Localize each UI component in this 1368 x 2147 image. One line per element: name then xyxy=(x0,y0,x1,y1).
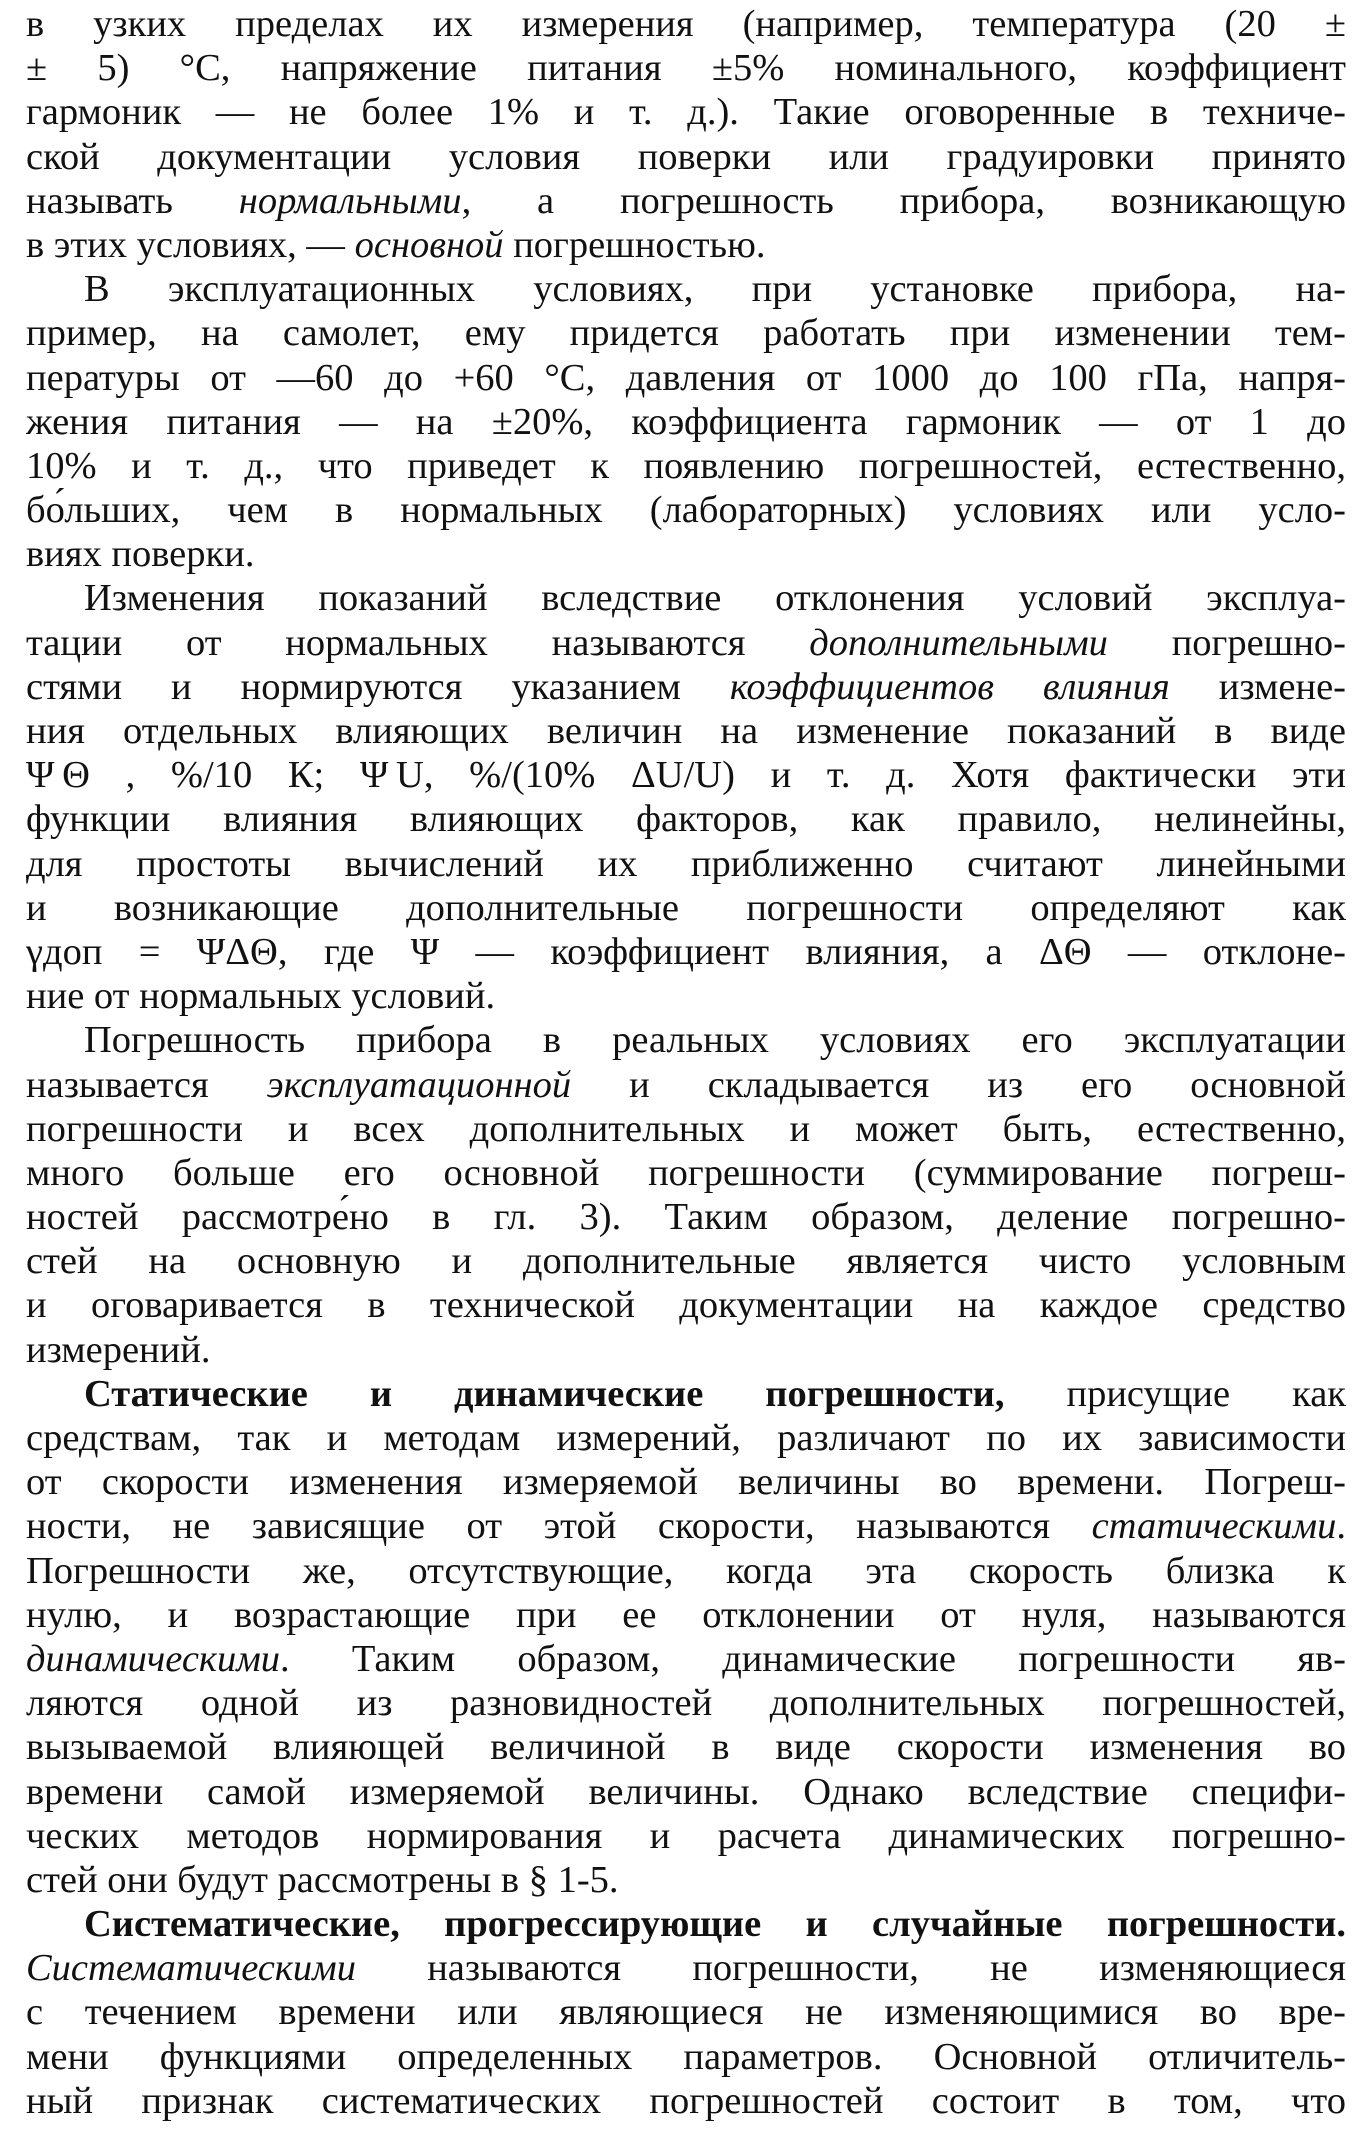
text-segment: погрешностью. xyxy=(503,223,766,266)
text-segment: называть xyxy=(26,179,239,222)
text-line: ние от нормальных условий. xyxy=(26,975,496,1018)
text-line: времени самой измеряемой величины. Однако вследствие специфи- xyxy=(26,1770,1346,1813)
formula-line: Ψ Θ , %/10 К; Ψ U, %/(10% ΔU/U) и т. д. Хотя фактически эти xyxy=(26,754,1346,797)
text-line: ния отдельных влияющих величин на изменение показаний в виде xyxy=(26,710,1346,752)
text-line: ностей рассмотре́но в гл. 3). Таким образом, деление погрешно- xyxy=(26,1196,1346,1239)
text-line: ± 5) °С, напряжение питания ±5% номинального, коэффициент xyxy=(26,47,1346,90)
text-segment: . Таким образом, динамические погрешности яв- xyxy=(280,1637,1346,1680)
italic-term: Систематическими xyxy=(26,1947,356,1990)
text-line: бо́льших, чем в нормальных (лабораторных) условиях или усло- xyxy=(26,489,1346,532)
text-line: стей они будут рассмотрены в § 1-5. xyxy=(26,1858,619,1901)
text-line: от скорости изменения измеряемой величины во времени. Погреш- xyxy=(26,1461,1346,1504)
italic-term: коэффициентов влияния xyxy=(729,665,1170,708)
italic-term: нормальными xyxy=(238,179,462,222)
text-segment: называется xyxy=(26,1063,267,1106)
text-segment: погрешно- xyxy=(1107,621,1346,664)
formula-line: γдоп = ΨΔΘ, где Ψ — коэффициент влияния, а ΔΘ — отклоне- xyxy=(26,930,1346,973)
text-line: Погрешности же, отсутствующие, когда эта скорость близка к xyxy=(26,1549,1346,1592)
paragraph-first-line: Изменения показаний вследствие отклонения условий эксплуа- xyxy=(84,577,1346,620)
text-segment: называются погрешности, не изменяющиеся xyxy=(355,1947,1346,1990)
text-line xyxy=(26,665,1346,709)
text-line: стей на основную и дополнительные является чисто условным xyxy=(26,1240,1346,1283)
text-line: виях поверки. xyxy=(26,533,255,576)
text-segment: и складывается из его основной xyxy=(571,1063,1346,1106)
bold-heading: Статические и динамические погрешности, xyxy=(84,1372,1005,1415)
text-line: и оговаривается в технической документации на каждое средство xyxy=(26,1284,1346,1327)
text-line: ческих методов нормирования и расчета динамических погрешно- xyxy=(26,1814,1346,1857)
text-line: много больше его основной погрешности (суммирование погреш- xyxy=(26,1151,1346,1194)
text-segment: стями и нормируются указанием xyxy=(26,665,730,708)
italic-term: основной xyxy=(354,223,504,266)
text-line: для простоты вычислений их приближенно считают линейными xyxy=(26,842,1346,885)
text-line xyxy=(26,621,1346,665)
text-line xyxy=(26,179,1346,223)
text-line xyxy=(26,1063,1346,1107)
text-line: пературы от —60 до +60 °С, давления от 1000 до 100 гПа, напря- xyxy=(26,356,1346,399)
section-heading-line xyxy=(26,1372,1346,1416)
bold-heading: Систематические, прогрессирующие и случайные погрешности. xyxy=(84,1903,1346,1946)
text-line: ской документации условия поверки или градуировки принято xyxy=(26,135,1346,178)
text-line: 10% и т. д., что приведет к появлению погрешностей, естественно, xyxy=(26,444,1346,487)
italic-term: дополнительными xyxy=(809,621,1108,664)
text-segment: в этих условиях, — xyxy=(26,223,355,266)
italic-term: статическими xyxy=(1091,1505,1337,1548)
italic-term: эксплуатационной xyxy=(266,1063,572,1106)
paragraph-first-line: Погрешность прибора в реальных условиях его эксплуатации xyxy=(84,1019,1346,1062)
text-line: гармоник — не более 1% и т. д.). Такие оговоренные в техниче- xyxy=(26,91,1346,134)
text-line xyxy=(26,1504,1346,1548)
text-line: и возникающие дополнительные погрешности определяют как xyxy=(26,886,1346,929)
text-segment: ности, не зависящие от этой скорости, называются xyxy=(26,1505,1092,1548)
paragraph-first-line: В эксплуатационных условиях, при установке прибора, на- xyxy=(84,268,1346,311)
text-line xyxy=(26,1637,1346,1681)
text-line: нулю, и возрастающие при ее отклонении от нуля, называются xyxy=(26,1593,1346,1636)
text-line: в узких пределах их измерения (например, температура (20 ± xyxy=(26,3,1346,45)
section-heading-line xyxy=(26,1902,1346,1946)
text-line: средствам, так и методам измерений, различают по их зависимости xyxy=(26,1417,1346,1459)
text-line xyxy=(26,1946,1346,1990)
text-line: функции влияния влияющих факторов, как правило, нелинейны, xyxy=(26,798,1346,841)
text-line: с течением времени или являющиеся не изменяющимися во вре- xyxy=(26,1991,1346,2034)
text-segment: присущие как xyxy=(1004,1372,1346,1415)
text-segment: . xyxy=(1336,1505,1346,1548)
text-line: вызываемой влияющей величиной в виде скорости изменения во xyxy=(26,1726,1346,1769)
text-line xyxy=(26,223,1346,267)
text-line: ный признак систематических погрешностей состоит в том, что xyxy=(26,2079,1346,2122)
text-segment: тации от нормальных называются xyxy=(26,621,810,664)
text-line: погрешности и всех дополнительных и может быть, естественно, xyxy=(26,1107,1346,1150)
text-line: мени функциями определенных параметров. Основной отличитель- xyxy=(26,2035,1346,2078)
italic-term: динамическими xyxy=(26,1637,281,1680)
text-segment: , а погрешность прибора, возникающую xyxy=(461,179,1346,222)
text-line: измерений. xyxy=(26,1328,211,1371)
text-line: ляются одной из разновидностей дополнительных погрешностей, xyxy=(26,1682,1346,1725)
text-line: жения питания — на ±20%, коэффициента гармоник — от 1 до xyxy=(26,400,1346,443)
text-line: пример, на самолет, ему придется работать при изменении тем- xyxy=(26,312,1346,355)
text-segment: измене- xyxy=(1169,665,1346,708)
